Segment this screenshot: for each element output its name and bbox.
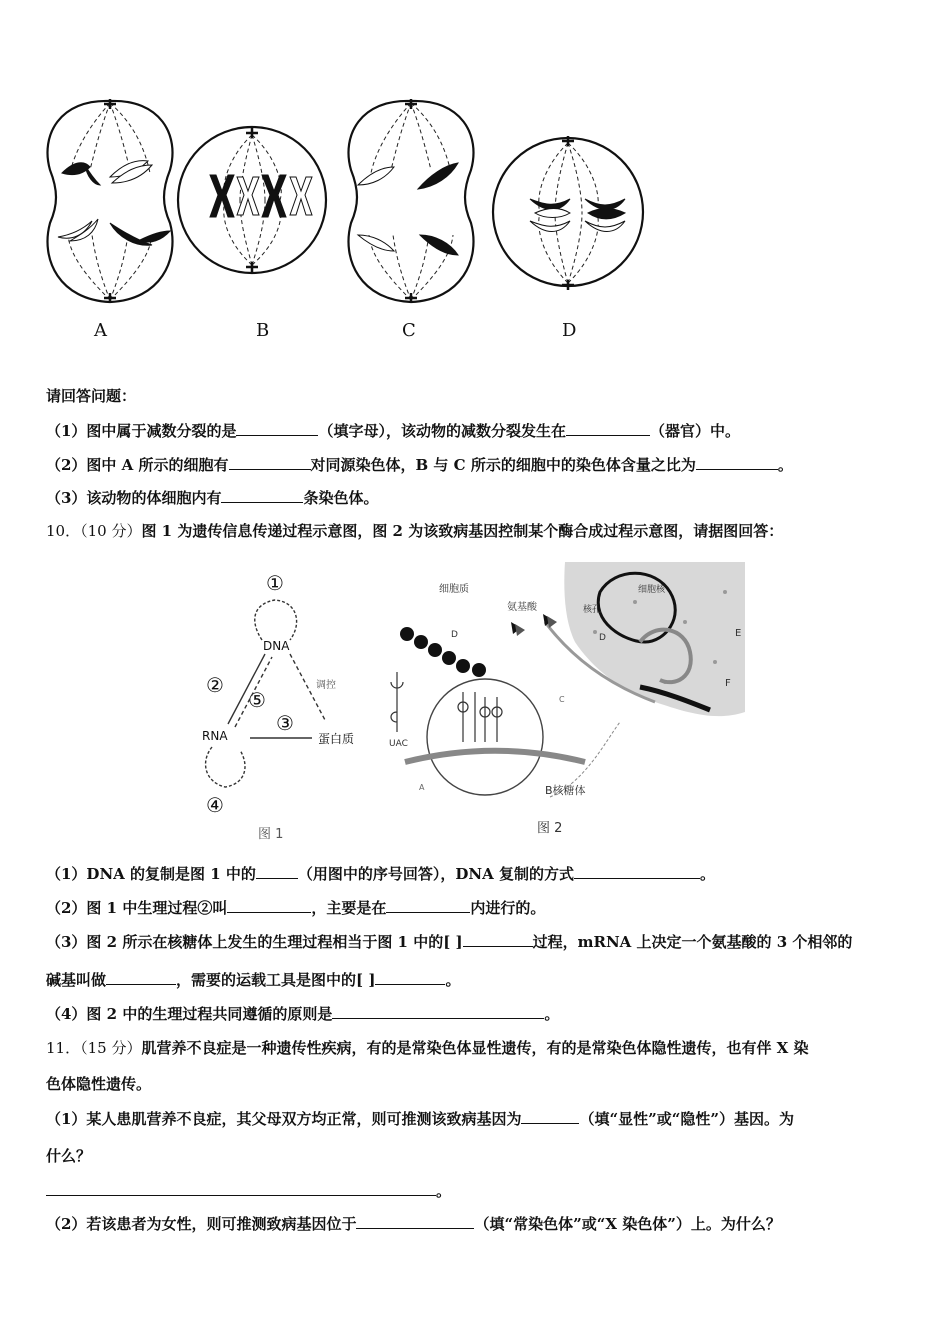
cell-a-outline — [48, 101, 173, 302]
q9-item-2: （2）图中 A 所示的细胞有 对同源染色体，B 与 C 所示的细胞中的染色体含量之比为 。 — [46, 456, 793, 474]
rna-label: RNA — [202, 729, 228, 743]
cell-c-outline — [349, 101, 474, 302]
marker-5: ⑤ — [248, 688, 266, 712]
regulate-label: 调控 — [316, 680, 336, 691]
label-a: A — [419, 783, 425, 792]
answer-blank[interactable] — [566, 420, 650, 436]
q10-item-3b: 碱基叫做 ，需要的运载工具是图中的[ ] 。 — [46, 971, 461, 989]
figure-2-translation — [385, 562, 750, 842]
figure-2-caption: 图 2 — [537, 821, 563, 836]
answer-blank[interactable] — [236, 420, 318, 436]
label-c: C — [559, 695, 565, 704]
q9-item-1: （1）图中属于减数分裂的是 （填字母），该动物的减数分裂发生在 （器官）中。 — [46, 422, 740, 440]
label-d: D — [451, 630, 458, 640]
q10-stem: 10．（10 分）图 1 为遗传信息传递过程示意图，图 2 为该致病基因控制某个酶合成过程示意图，请据图回答： — [46, 522, 784, 540]
q11-stem: 11．（15 分）肌营养不良症是一种遗传性疾病，有的是常染色体显性遗传，有的是常染色体隐性遗传，也有伴 X 染 — [46, 1039, 809, 1057]
answer-blank[interactable] — [332, 1003, 544, 1019]
answer-blank[interactable] — [463, 931, 533, 947]
q11-item-1-answer: 。 — [46, 1180, 451, 1201]
q10-item-3: （3）图 2 所示在核糖体上发生的生理过程相当于图 1 中的[ ] 过程，mRNA 上决定一个氨基酸的 3 个相邻的 — [46, 933, 853, 951]
q11-stem-cont: 色体隐性遗传。 — [46, 1075, 152, 1093]
amino-acid-label: 氨基酸 — [507, 602, 537, 613]
cell-label-c: C — [402, 320, 416, 341]
answer-blank[interactable] — [229, 454, 311, 470]
anticodon-label: UAC — [389, 739, 408, 749]
answer-blank[interactable] — [696, 454, 778, 470]
nucleus-label: 细胞核 — [638, 585, 666, 595]
q10-item-1: （1）DNA 的复制是图 1 中的 （用图中的序号回答），DNA 复制的方式 。 — [46, 865, 716, 883]
cell-label-a: A — [94, 320, 107, 341]
q11-item-1-why: 什么？ — [46, 1147, 92, 1165]
answer-blank[interactable] — [386, 897, 470, 913]
cell-division-figure — [40, 95, 660, 310]
answer-blank[interactable] — [574, 863, 700, 879]
q11-item-2: （2）若该患者为女性，则可推测致病基因位于 （填“常染色体”或“X 染色体”）上。为什么？ — [46, 1215, 781, 1233]
cytoplasm-label: 细胞质 — [439, 584, 469, 595]
marker-1: ① — [266, 571, 284, 595]
q10-item-4: （4）图 2 中的生理过程共同遵循的原则是 。 — [46, 1005, 560, 1023]
marker-3: ③ — [276, 711, 294, 735]
pore-label: 核孔 — [583, 605, 602, 615]
answer-blank[interactable] — [221, 487, 303, 503]
q10-item-2: （2）图 1 中生理过程②叫 ，主要是在 内进行的。 — [46, 899, 546, 917]
cell-label-d: D — [562, 320, 577, 341]
marker-2: ② — [206, 673, 224, 697]
ribosome-label: B核糖体 — [545, 784, 586, 797]
answer-blank[interactable] — [375, 969, 445, 985]
figure-1-caption: 图 1 — [258, 827, 284, 842]
figure-1-central-dogma — [190, 562, 380, 842]
q9-prompt: 请回答问题： — [46, 387, 137, 405]
cell-label-b: B — [256, 320, 270, 341]
label-d2: D — [599, 633, 606, 643]
marker-4: ④ — [206, 793, 224, 817]
answer-blank[interactable] — [106, 969, 176, 985]
q11-item-1: （1）某人患肌营养不良症，其父母双方均正常，则可推测该致病基因为 （填“显性”或“隐性”）基因。为 — [46, 1110, 794, 1128]
answer-blank[interactable] — [521, 1108, 579, 1124]
answer-blank[interactable] — [227, 897, 311, 913]
label-e: E — [735, 628, 742, 639]
answer-blank[interactable] — [256, 863, 298, 879]
answer-blank[interactable] — [46, 1180, 436, 1196]
q9-item-3: （3）该动物的体细胞内有 条染色体。 — [46, 489, 379, 507]
protein-label: 蛋白质 — [318, 732, 355, 746]
label-f: F — [725, 678, 731, 689]
answer-blank[interactable] — [356, 1213, 474, 1229]
dna-label: DNA — [263, 639, 290, 653]
